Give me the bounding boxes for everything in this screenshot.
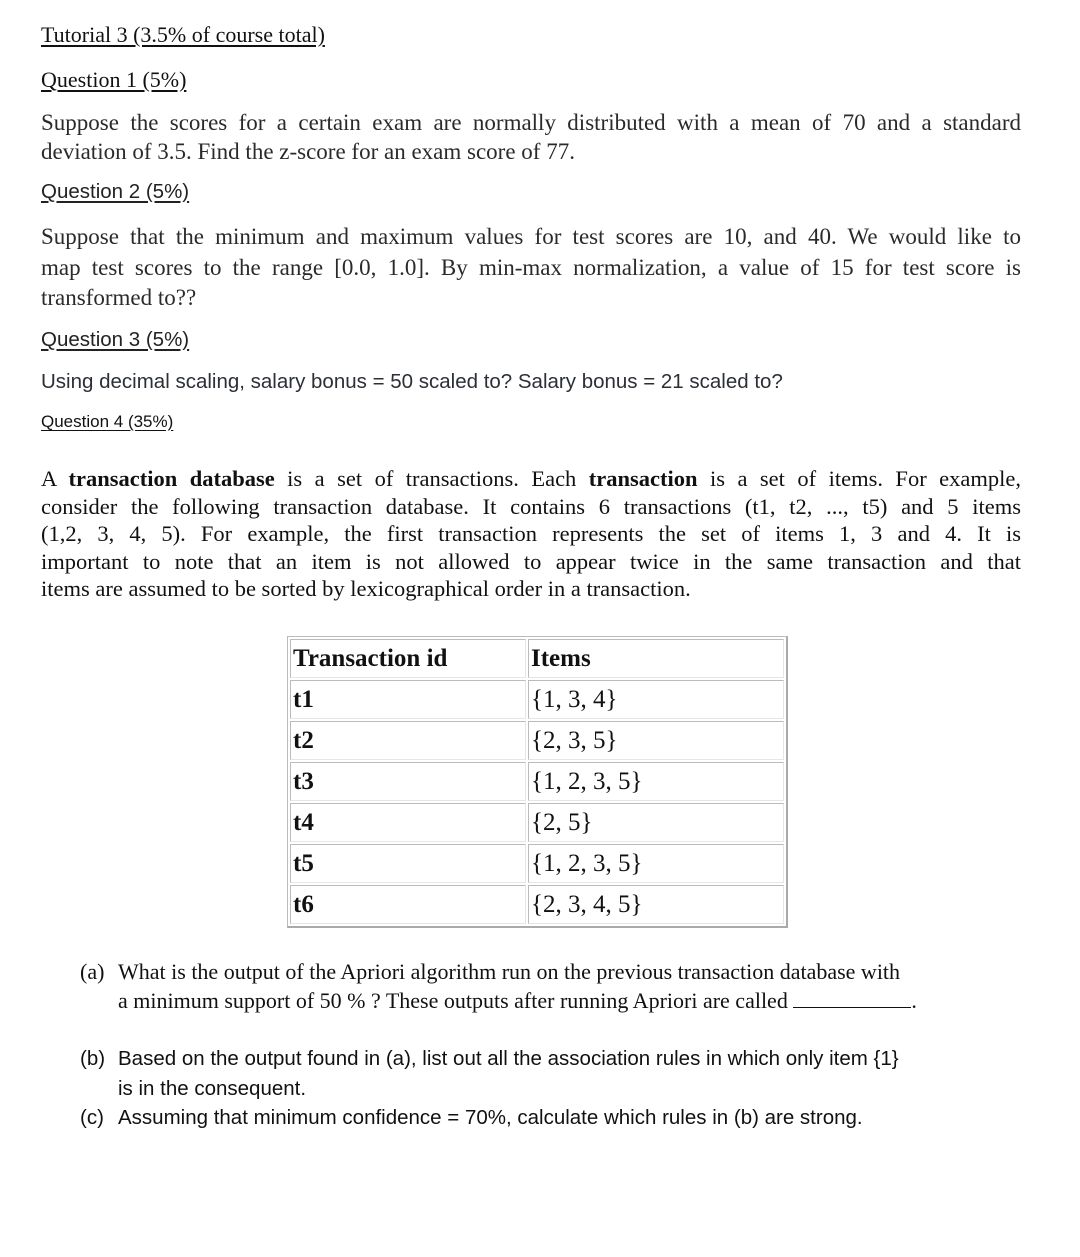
table-row [290, 680, 784, 719]
question-4-heading: Question 4 (35%) [41, 412, 174, 431]
question-2-line: map test scores to the range [0.0, 1.0]. By min-max normalization, a value of 15 for test score is [41, 254, 1021, 280]
sub-question-a-line: What is the output of the Apriori algorithm run on the previous transaction database with [118, 959, 901, 984]
question-1-line: deviation of 3.5. Find the z-score for an exam score of 77. [41, 139, 575, 164]
sub-question-a-period: . [911, 988, 917, 1013]
items-cell: {1, 2, 3, 5} [528, 844, 784, 883]
table-row [290, 844, 784, 883]
transaction-id-cell: t3 [290, 762, 526, 801]
intro-bold-term: transaction [588, 466, 698, 491]
intro-bold-term: transaction database [68, 466, 275, 491]
question-1-line: Suppose the scores for a certain exam are normally distributed with a mean of 70 and a standard [41, 110, 1021, 135]
question-2-text [41, 222, 1021, 314]
sub-question-b [80, 1044, 899, 1104]
question-4-intro [41, 465, 1021, 603]
document-title: Tutorial 3 (3.5% of course total) [41, 22, 325, 47]
intro-line: (1,2, 3, 4, 5). For example, the first transaction represents the set of items 1, 3 and 4. It is [41, 521, 1021, 546]
sub-question-c-text: Assuming that minimum confidence = 70%, calculate which rules in (b) are strong. [118, 1106, 863, 1129]
transaction-id-cell: t4 [290, 803, 526, 842]
items-cell: {2, 5} [528, 803, 784, 842]
transaction-id-cell: t2 [290, 721, 526, 760]
question-2-heading: Question 2 (5%) [41, 180, 190, 203]
items-cell: {2, 3, 5} [528, 721, 784, 760]
intro-line: items are assumed to be sorted by lexicographical order in a transaction. [41, 576, 691, 601]
header-items: Items [528, 639, 784, 678]
sub-question-b-line: Based on the output found in (a), list out all the association rules in which only item {1} [118, 1047, 899, 1070]
intro-text: A [41, 466, 69, 491]
question-1-heading: Question 1 (5%) [41, 67, 187, 92]
items-cell: {1, 3, 4} [528, 680, 784, 719]
question-2-line: Suppose that the minimum and maximum values for test scores are 10, and 40. We would like to [41, 224, 1021, 249]
header-transaction-id: Transaction id [290, 639, 526, 678]
items-cell: {2, 3, 4, 5} [528, 885, 784, 924]
transaction-id-cell: t6 [290, 885, 526, 924]
sub-question-c [80, 1106, 863, 1130]
sub-question-label: (b) [80, 1047, 106, 1070]
items-cell: {1, 2, 3, 5} [528, 762, 784, 801]
question-3-text: Using decimal scaling, salary bonus = 50 scaled to? Salary bonus = 21 scaled to? [41, 370, 783, 393]
question-1-text [41, 108, 1021, 166]
sub-question-label: (c) [80, 1106, 104, 1129]
table-row [290, 721, 784, 760]
intro-line: consider the following transaction database. It contains 6 transactions (t1, t2, ..., t5) and 5 items [41, 493, 1021, 519]
intro-line [41, 465, 1021, 493]
transaction-id-cell: t1 [290, 680, 526, 719]
table-row [290, 803, 784, 842]
sub-question-a-text: a minimum support of 50 % ? These outputs after running Apriori are called [118, 988, 788, 1013]
intro-line: important to note that an item is not allowed to appear twice in the same transaction and that [41, 548, 1021, 574]
sub-question-label: (a) [80, 959, 105, 984]
intro-text: is a set of transactions. Each [274, 466, 589, 491]
sub-question-b-line: is in the consequent. [118, 1077, 307, 1100]
table-row [290, 885, 784, 924]
table-header-row [290, 639, 784, 678]
table-row [290, 762, 784, 801]
intro-text: is a set of items. For example, [697, 466, 1021, 491]
question-2-line: transformed to?? [41, 285, 197, 310]
sub-question-a-line [118, 986, 917, 1015]
question-3-heading: Question 3 (5%) [41, 328, 190, 351]
transaction-table [287, 636, 788, 928]
answer-blank [793, 1006, 911, 1008]
transaction-id-cell: t5 [290, 844, 526, 883]
sub-question-a [80, 957, 917, 1015]
